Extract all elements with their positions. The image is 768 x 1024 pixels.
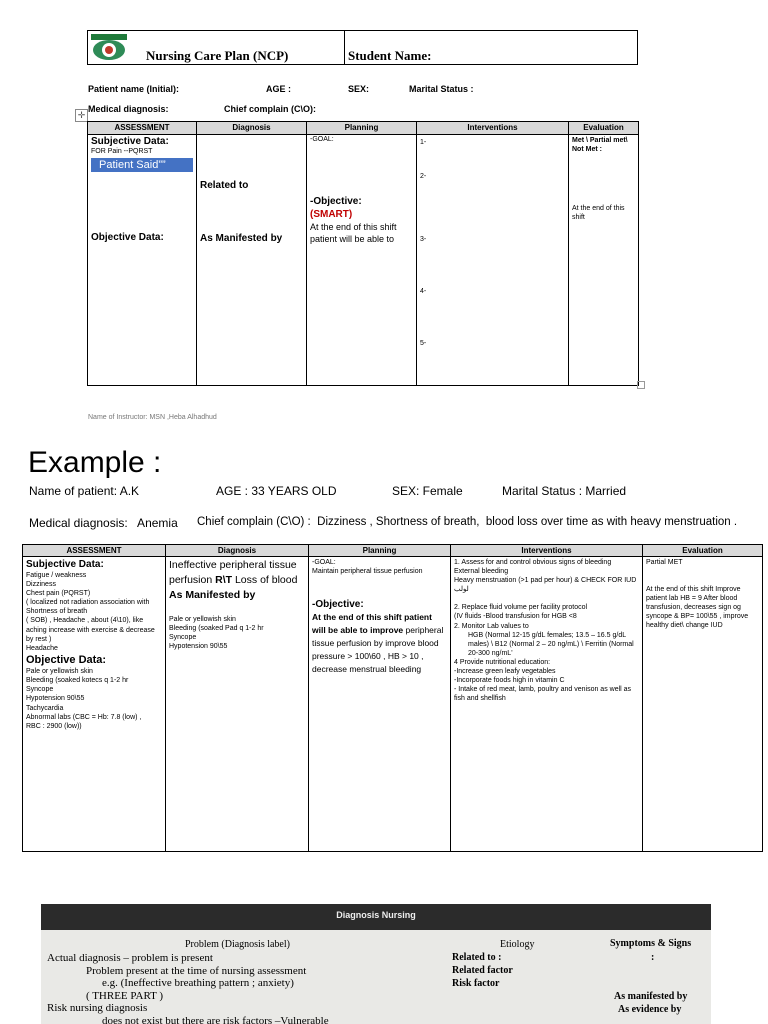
example-goal-text: Maintain peripheral tissue perfusion [312,568,423,576]
diagnosis-main-a: Ineffective peripheral tissue perfusion [169,559,297,586]
diagnosis-item: Bleeding (soaked Pad q 1-2 hr [169,625,264,633]
scan-title-bar [41,904,711,930]
subjective-title: Subjective Data: [91,136,169,147]
evaluation-status: Partial MET [646,559,683,566]
objective-item: RBC : 2900 (low)) [26,722,82,730]
header-diagnosis: Diagnosis [197,122,307,135]
scanned-diagnosis-nursing-image [41,904,711,1024]
scan-line: e.g. (Ineffective breathing pattern ; anxiety) [102,977,294,989]
intervention-line: -Increase green leafy vegetables [454,668,556,676]
header-interventions: Interventions [417,122,569,135]
intervention-4: 4- [420,288,427,295]
intervention-line: 2. Replace fluid volume per facility protocol [454,604,588,612]
medical-diagnosis-label: Medical diagnosis: [88,104,169,114]
example-interventions-cell[interactable] [451,557,643,852]
intervention-line: - Intake of red meat, lamb, poultry and venison as well as fish and shellfish [454,686,632,703]
example-age: AGE : 33 YEARS OLD [216,484,337,498]
met-options: Met \ Partial met\ Not Met : [572,137,628,153]
scan-symptom-item: As evidence by [618,1004,682,1015]
scan-title: Diagnosis Nursing [336,910,416,920]
as-manifested-label: As Manifested by [200,233,283,244]
table-move-icon[interactable]: ✛ [75,109,88,122]
scan-col-etiology: Etiology [500,939,535,950]
example-header-planning: Planning [309,545,451,557]
template-body-row [88,135,639,386]
intervention-line: External bleeding [454,568,509,576]
student-name-label: Student Name: [348,48,432,63]
assessment-cell[interactable] [88,135,197,386]
scan-line: Actual diagnosis – problem is present [47,952,213,964]
ncp-header-box [87,30,638,65]
intervention-line: 4 Provide nutritional education: [454,658,551,666]
example-marital-status: Marital Status : Married [502,484,627,498]
instructor-name: Name of Instructor: MSN ,Heba Alhadhud [88,414,217,421]
scan-col-problem: Problem (Diagnosis label) [185,939,290,950]
example-body-row [23,557,763,852]
subjective-item: Headache [26,644,58,652]
smart-label: (SMART) [310,209,353,220]
example-objective-label: -Objective: [312,599,364,611]
example-diagnosis-cell[interactable] [166,557,309,852]
objective-item: Abnormal labs (CBC = Hb: 7.8 (low) , [26,713,142,721]
scan-line: ( THREE PART ) [86,990,164,1002]
objective-statement: At the end of this shift patient will be able to [310,222,397,244]
template-header-row [88,122,639,135]
age-label: AGE : [266,84,292,94]
header-assessment: ASSESSMENT [88,122,197,135]
scan-etiology-item: Related factor [452,965,513,976]
subjective-item: ( localized not radiation association with Shortness of breath [26,599,150,616]
objective-title: Objective Data: [91,232,164,243]
scan-col-symptoms: Symptoms & Signs [610,938,692,949]
scan-etiology-item: Risk factor [452,978,500,989]
intervention-line [454,594,639,603]
example-subjective-title: Subjective Data: [26,559,104,570]
related-to-label: Related to [200,180,249,191]
header-planning: Planning [307,122,417,135]
intervention-line: HGB (Normal 12-15 g/dL females; 13.5 – 16.5 g/dL males) \ B12 (Normal 2 – 20 ng/mL) \ Ferritin (Normal 20-300 ng/mL' [468,631,634,657]
example-goal-label: -GOAL: [312,559,336,566]
objective-item: Hypotension 90\55 [26,695,85,703]
objective-item: Tachycardia [26,704,64,712]
diagnosis-rt: R\T [215,574,233,586]
example-header-diagnosis: Diagnosis [166,545,309,557]
patient-name-label: Patient name (Initial): [88,84,180,94]
end-of-shift-label: At the end of this shift [572,205,625,221]
diagnosis-cell[interactable] [197,135,307,386]
example-sex: SEX: Female [392,484,463,498]
diagnosis-item: Syncope [169,634,197,642]
intervention-2: 2- [420,173,427,180]
intervention-line: 2. Monitor Lab values to [454,622,529,630]
diagnosis-item: Hypotension 90\55 [169,643,228,651]
intervention-1: 1- [420,139,427,146]
subjective-item: Dizziness [26,581,56,589]
for-pain-note: FOR Pain --PQRST [91,148,153,155]
header-evaluation: Evaluation [569,122,639,135]
chief-complain-label: Chief complain (C\O): [224,104,316,114]
intervention-5: 5- [420,340,427,347]
marital-status-label: Marital Status : [409,84,474,94]
example-heading: Example : [28,446,162,479]
header-divider [344,31,345,64]
example-assessment-cell[interactable] [23,557,166,852]
example-objective-rest: peripheral tissue perfusion by improve blood pressure > 100\60 , HB > 10 , decrease menstrual bleeding [312,625,444,675]
scan-etiology-item: Related to : [452,952,502,963]
intervention-line: (IV fluids -Blood transfusion for HGB <8 [454,613,577,621]
diagnosis-item: Pale or yellowish skin [169,616,236,623]
planning-cell[interactable] [307,135,417,386]
objective-label: -Objective: [310,196,362,207]
subjective-item: Chest pain (PQRST) [26,590,91,598]
example-objective-bold: At the end of this shift patient will be able to improve [312,612,432,636]
example-chief-complain: Chief complain (C\O) : Dizziness , Shortness of breath, blood loss over time as with heavy menstruation . [197,516,738,528]
example-header-row [23,545,763,557]
example-objective-title: Objective Data: [26,653,107,666]
objective-item: Syncope [26,686,54,694]
example-patient-name: Name of patient: A.K [29,484,140,498]
ncp-template-table [87,121,639,386]
diagnosis-manifested: As Manifested by [169,589,256,601]
objective-item: Bleeding (soaked kotecs q 1-2 hr [26,677,129,685]
intervention-3: 3- [420,236,427,243]
table-resize-handle[interactable] [637,381,645,389]
intervention-line: -Incorporate foods high in vitamin C [454,677,565,685]
example-diagnosis-statement [169,558,305,603]
subjective-item: ( SOB) , Headache , about (4\10), like aching increase with exercise & decrease by rest ) [26,617,155,643]
ncp-title: Nursing Care Plan (NCP) [146,48,289,63]
example-evaluation-cell[interactable] [643,557,763,852]
scan-colon: : [651,952,655,963]
example-medical-diagnosis: Medical diagnosis: Anemia [29,516,178,530]
subjective-item: Fatigue / weakness [26,572,87,579]
goal-label: -GOAL: [310,136,334,143]
scan-line: Problem present at the time of nursing assessment [86,965,307,977]
sex-label: SEX: [348,84,370,94]
intervention-line: 1. Assess for and control obvious signs of bleeding [454,559,612,566]
diagnosis-main-b: Loss of blood [234,574,298,586]
scan-symptom-item: As manifested by [614,991,688,1002]
evaluation-cell[interactable] [569,135,639,386]
scan-line: does not exist but there are risk factors –Vulnerable [102,1015,329,1024]
example-header-assessment: ASSESSMENT [23,545,166,557]
university-logo-icon [90,32,128,62]
intervention-line: Heavy menstruation (>1 pad per hour) & CHECK FOR IUD لولب [454,577,637,594]
patient-said-box: Patient Said”” [91,158,193,172]
scan-line: Risk nursing diagnosis [47,1002,148,1014]
example-planning-cell[interactable] [309,557,451,852]
interventions-cell[interactable] [417,135,569,386]
example-ncp-table [22,544,763,852]
objective-item: Pale or yellowish skin [26,668,93,676]
example-header-evaluation: Evaluation [643,545,763,557]
evaluation-text: At the end of this shift Improve patient lab HB = 9 After blood transfusion, decreases sign og syncope & BP= 100\55 , improve healthy diet\ change IUD [646,586,749,630]
example-header-interventions: Interventions [451,545,643,557]
